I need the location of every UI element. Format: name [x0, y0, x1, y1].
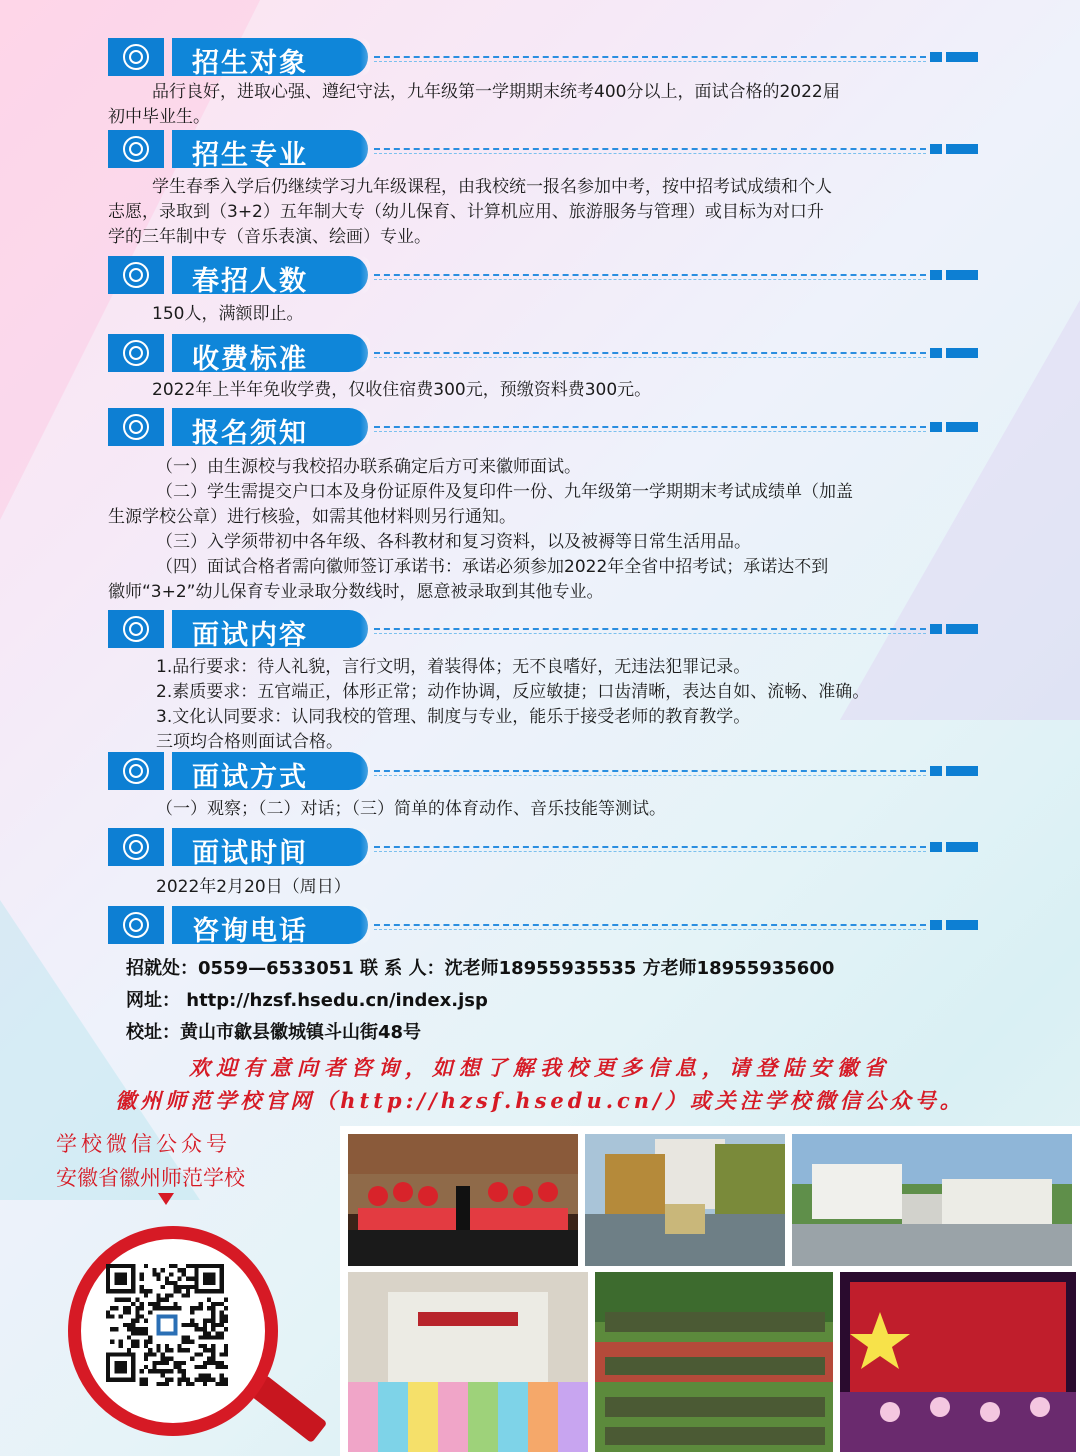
photo-military-training	[595, 1272, 833, 1452]
section-header-fees	[108, 334, 980, 375]
target-icon	[108, 828, 164, 866]
section-title: 招生对象	[192, 48, 308, 79]
text-line: （一）由生源校与我校招办联系确定后方可来徽师面试。	[156, 457, 581, 477]
section-body	[108, 797, 980, 822]
section-title: 招生专业	[192, 140, 308, 171]
section-header-registration-notes	[108, 408, 980, 449]
section-title: 收费标准	[192, 344, 308, 375]
section-body	[108, 302, 980, 327]
section-title: 报名须知	[192, 418, 308, 449]
section-header-interview-time	[108, 828, 980, 869]
section-title: 咨询电话	[192, 916, 308, 947]
photo-group-students	[348, 1272, 588, 1452]
wechat-account-name: 安徽省徽州师范学校	[56, 1166, 245, 1190]
photo-gallery	[340, 1126, 1080, 1456]
section-title: 春招人数	[192, 266, 308, 297]
contact-website[interactable]: 网址： http://hzsf.hsedu.cn/index.jsp	[126, 990, 488, 1011]
text-line: 2.素质要求：五官端正，体形正常；动作协调，反应敏捷；口齿清晰，表达自如、流畅、准确。	[156, 682, 870, 702]
target-icon	[108, 610, 164, 648]
photo-campus-path	[585, 1134, 785, 1266]
target-icon	[108, 752, 164, 790]
text-line: 初中毕业生。	[108, 107, 210, 127]
target-icon	[108, 906, 164, 944]
section-body	[108, 175, 980, 250]
section-body	[108, 875, 980, 900]
section-header-majors	[108, 130, 980, 171]
text-line: （二）学生需提交户口本及身份证原件及复印件一份、九年级第一学期期末考试成绩单（加盖	[156, 482, 853, 502]
section-header-interview-content	[108, 610, 980, 651]
contact-address: 校址：黄山市歙县徽城镇斗山街48号	[126, 1022, 422, 1043]
section-body	[108, 80, 980, 130]
text-line: 学的三年制中专（音乐表演、绘画）专业。	[108, 227, 431, 247]
text-line: （四）面试合格者需向徽师签订承诺书：承诺必须参加2022年全省中招考试；承诺达不到	[156, 557, 829, 577]
target-icon	[108, 38, 164, 76]
photo-performance	[348, 1134, 578, 1266]
section-title: 面试时间	[192, 838, 308, 869]
text-line: 志愿，录取到（3+2）五年制大专（幼儿保育、计算机应用、旅游服务与管理）或目标为对口升	[108, 202, 824, 222]
section-body	[108, 455, 980, 605]
section-header-admission-target	[108, 38, 980, 79]
section-header-consultation-phone	[108, 906, 980, 947]
text-line: 三项均合格则面试合格。	[156, 732, 343, 752]
section-header-enrollment-count	[108, 256, 980, 297]
text-line: 学生春季入学后仍继续学习九年级课程，由我校统一报名参加中考，按中招考试成绩和个人	[152, 177, 832, 197]
photo-campus-aerial	[792, 1134, 1072, 1266]
section-title: 面试方式	[192, 762, 308, 793]
text-line: 2022年2月20日（周日）	[156, 877, 351, 897]
section-header-interview-method	[108, 752, 980, 793]
text-line: 2022年上半年免收学费，仅收住宿费300元，预缴资料费300元。	[152, 380, 652, 400]
target-icon	[108, 334, 164, 372]
wechat-qr-code[interactable]	[106, 1264, 228, 1386]
section-title: 面试内容	[192, 620, 308, 651]
text-line: 生源学校公章）进行核验，如需其他材料则另行通知。	[108, 507, 516, 527]
target-icon	[108, 256, 164, 294]
text-line: 3.文化认同要求：认同我校的管理、制度与专业，能乐于接受老师的教育教学。	[156, 707, 751, 727]
text-line: 1.品行要求：待人礼貌，言行文明，着装得体；无不良嗜好，无违法犯罪记录。	[156, 657, 751, 677]
target-icon	[108, 408, 164, 446]
welcome-line: 徽州师范学校官网（http://hzsf.hsedu.cn/）或关注学校微信公众号。	[115, 1088, 965, 1113]
arrow-down-icon	[158, 1193, 174, 1205]
text-line: 150人，满额即止。	[152, 304, 304, 324]
text-line: （三）入学须带初中各年级、各科教材和复习资料，以及被褥等日常生活用品。	[156, 532, 751, 552]
text-line: 品行良好，进取心强、遵纪守法，九年级第一学期期末统考400分以上，面试合格的2022届	[152, 82, 840, 102]
photo-stage-show	[840, 1272, 1076, 1452]
section-body	[108, 378, 980, 403]
text-line: 徽师“3+2”幼儿保育专业录取分数线时，愿意被录取到其他专业。	[108, 582, 604, 602]
section-body	[108, 655, 980, 755]
wechat-label: 学校微信公众号	[56, 1132, 231, 1156]
welcome-line: 欢迎有意向者咨询，如想了解我校更多信息，请登陆安徽省	[189, 1055, 891, 1080]
contact-phone: 招就处：0559—6533051 联 系 人：沈老师18955935535 方老师18955935600	[126, 958, 835, 979]
text-line: （一）观察；（二）对话；（三）简单的体育动作、音乐技能等测试。	[156, 799, 666, 819]
target-icon	[108, 130, 164, 168]
